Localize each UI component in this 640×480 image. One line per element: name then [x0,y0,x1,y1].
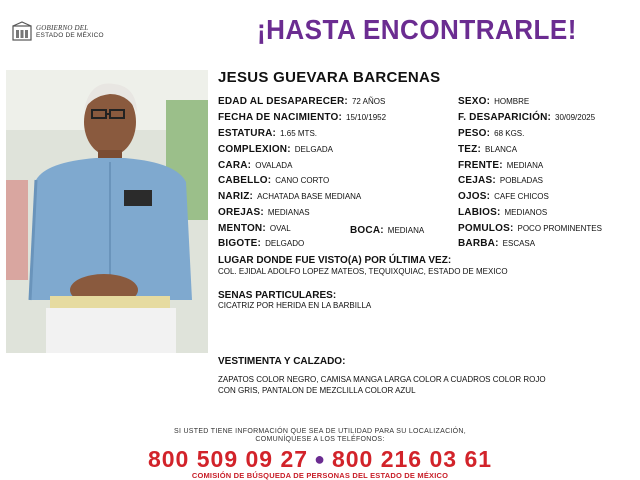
field-label: MENTON: [218,223,266,234]
field-edad [218,95,385,108]
field-value: CAFE CHICOS [494,192,549,201]
contact-note-line-2: COMUNÍQUESE A LOS TELÉFONOS: [255,436,385,443]
clothing-line-1: ZAPATOS COLOR NEGRO, CAMISA MANGA LARGA COLOR A CUADROS COLOR ROJO [218,375,546,384]
last-seen-text: COL. EJIDAL ADOLFO LOPEZ MATEOS, TEQUIXQUIAC, ESTADO DE MEXICO [218,267,508,276]
field-orejas [218,206,310,219]
field-label: SEXO: [458,96,491,107]
field-menton [218,222,291,235]
field-label: FRENTE: [458,160,503,171]
field-value: DELGADA [294,145,333,154]
field-cejas [458,174,543,187]
field-label: TEZ: [458,144,482,155]
field-value: 68 KGS. [494,129,525,138]
field-label: NARIZ: [218,191,254,202]
field-value: MEDIANA [387,226,425,235]
field-sexo [458,95,529,108]
field-value: MEDIANA [506,161,544,170]
phone-number-2[interactable]: 800 216 03 61 [331,446,493,472]
field-value: POBLADAS [499,176,544,185]
field-value: BLANCA [485,145,518,154]
field-value: ACHATADA BASE MEDIANA [257,192,362,201]
field-label: CABELLO: [218,175,272,186]
field-label: OJOS: [458,191,491,202]
phone-numbers [0,446,640,473]
field-boca [350,224,424,237]
gov-line-2: ESTADO DE MÉXICO [36,32,104,39]
field-fecha-nacimiento [218,111,386,124]
field-label: CEJAS: [458,175,496,186]
contact-note [0,428,640,444]
field-nariz [218,190,361,203]
field-label: BARBA: [458,238,499,249]
field-label: OREJAS: [218,207,264,218]
field-barba [458,237,535,250]
field-value: POCO PROMINENTES [517,224,602,233]
clothing-title: VESTIMENTA Y CALZADO: [218,356,346,367]
field-label: EDAD AL DESAPARECER: [218,96,348,107]
field-value: CANO CORTO [275,176,330,185]
field-value: 30/09/2025 [555,113,596,122]
field-ojos [458,190,549,203]
person-name: JESUS GUEVARA BARCENAS [218,69,441,86]
field-label: CARA: [218,160,252,171]
marks-title: SENAS PARTICULARES: [218,290,337,301]
field-value: DELGADO [265,239,305,248]
field-label: PESO: [458,128,491,139]
field-value: 1.65 MTS. [280,129,317,138]
commission-name: COMISIÓN DE BÚSQUEDA DE PERSONAS DEL ESTADO DE MÉXICO [191,471,449,480]
field-value: OVAL [269,224,291,233]
field-complexion [218,143,333,156]
field-tez [458,143,517,156]
field-fecha-desaparicion [458,111,595,124]
field-value: 15/10/1952 [346,113,387,122]
field-value: MEDIANOS [504,208,548,217]
field-value: MEDIANAS [267,208,310,217]
person-photo [6,70,208,353]
field-label: LABIOS: [458,207,501,218]
state-seal-icon [10,20,34,44]
separator-dot-icon: ● [314,449,326,469]
field-cara [218,159,292,172]
field-label: ESTATURA: [218,128,277,139]
field-estatura [218,127,317,140]
government-logo [10,18,120,48]
field-label: FECHA DE NACIMIENTO: [218,112,342,123]
field-bigote [218,237,304,250]
gov-line-1: GOBIERNO DEL [36,24,89,32]
phone-number-1[interactable]: 800 509 09 27 [147,446,309,472]
field-pomulos [458,222,602,235]
field-label: F. DESAPARICIÓN: [458,112,552,123]
field-label: POMULOS: [458,223,514,234]
field-value: 72 AÑOS [351,97,386,106]
clothing-line-2: CON GRIS, PANTALON DE MEZCLILLA COLOR AZUL [218,386,416,395]
contact-note-line-1: SI USTED TIENE INFORMACIÓN QUE SEA DE UTILIDAD PARA SU LOCALIZACIÓN, [173,428,467,435]
field-label: BIGOTE: [218,238,262,249]
headline: ¡HASTA ENCONTRARLE! [257,14,577,45]
marks-text: CICATRIZ POR HERIDA EN LA BARBILLA [218,301,372,310]
field-label: BOCA: [350,225,384,236]
field-labios [458,206,547,219]
field-value: OVALADA [255,161,293,170]
field-label: COMPLEXION: [218,144,291,155]
field-frente [458,159,543,172]
field-cabello [218,174,329,187]
last-seen-title: LUGAR DONDE FUE VISTO(A) POR ÚLTIMA VEZ: [218,255,452,266]
field-peso [458,127,524,140]
field-value: HOMBRE [494,97,530,106]
field-value: ESCASA [502,239,536,248]
